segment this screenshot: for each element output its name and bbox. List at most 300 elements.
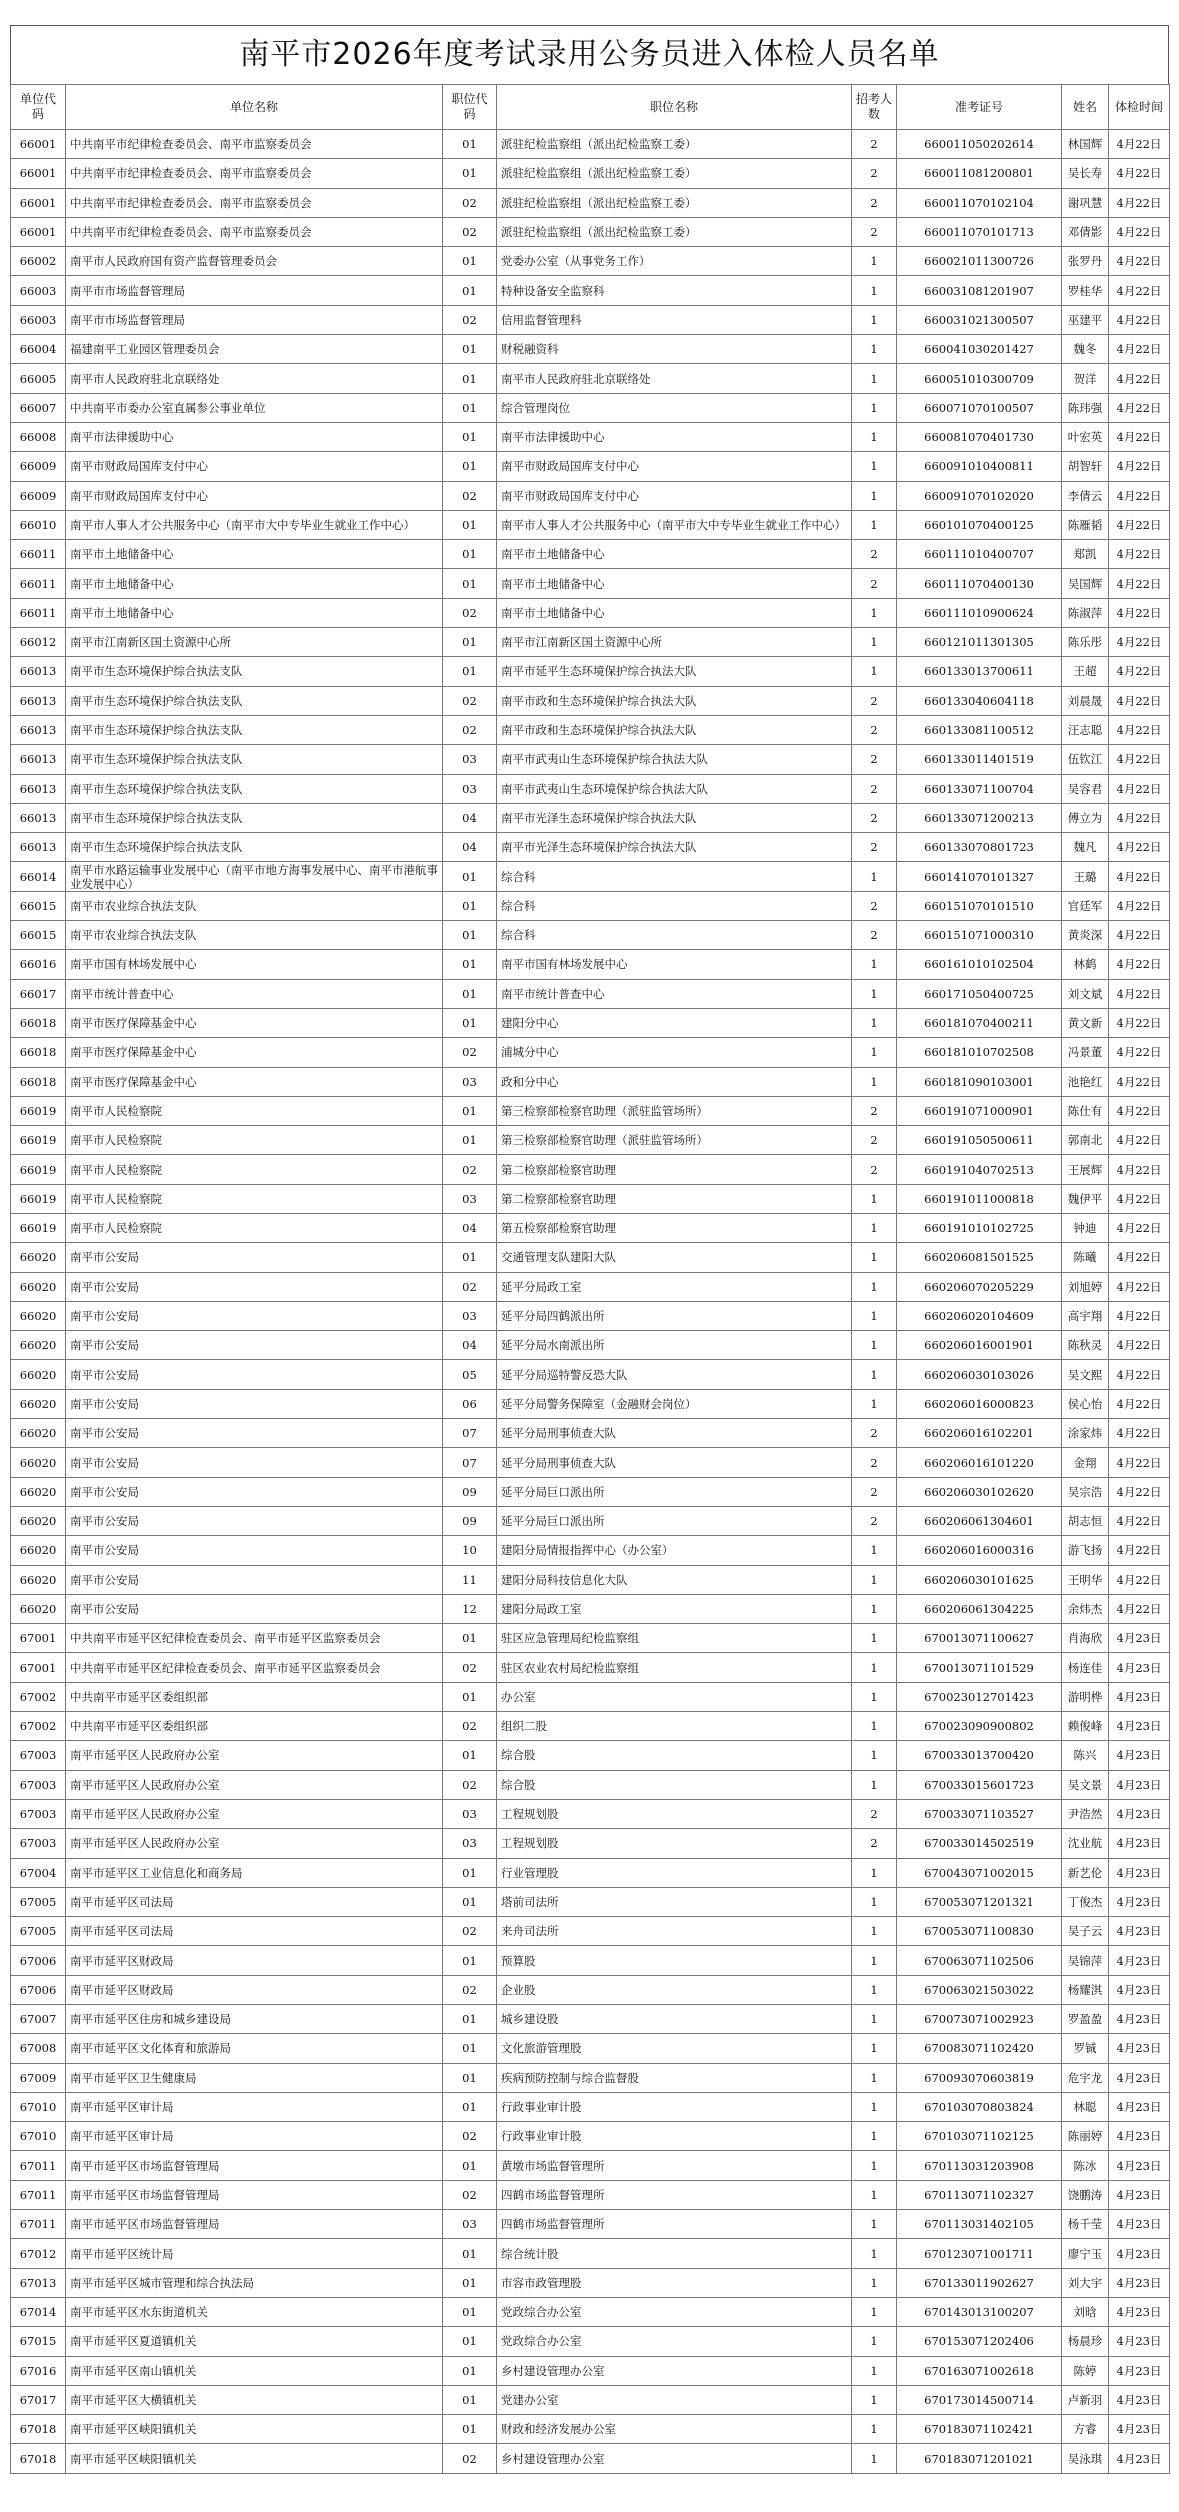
cell-unit-code: 66020 (11, 1477, 66, 1506)
cell-post-code: 03 (443, 1829, 497, 1858)
cell-ticket: 660206016001901 (897, 1331, 1062, 1360)
cell-unit-code: 67009 (11, 2063, 66, 2092)
cell-person-name: 郑凯 (1062, 540, 1109, 569)
cell-person-name: 赖俊峰 (1062, 1712, 1109, 1741)
cell-unit-code: 66001 (11, 217, 66, 246)
cell-ticket: 660011081200801 (897, 159, 1062, 188)
cell-ticket: 660021011300726 (897, 247, 1062, 276)
cell-ticket: 660133081100512 (897, 715, 1062, 744)
cell-exam-time: 4月23日 (1109, 2444, 1170, 2473)
table-row (11, 452, 1170, 481)
cell-quota: 1 (852, 2122, 897, 2151)
cell-person-name: 饶鹏涛 (1062, 2180, 1109, 2209)
cell-quota: 1 (852, 1243, 897, 1272)
table-row (11, 364, 1170, 393)
table-row (11, 188, 1170, 217)
cell-quota: 2 (852, 1126, 897, 1155)
table-row (11, 2210, 1170, 2239)
cell-post-name: 综合股 (497, 1770, 852, 1799)
cell-ticket: 660031081201907 (897, 276, 1062, 305)
cell-post-code: 01 (443, 979, 497, 1008)
cell-unit-name: 南平市人民政府国有资产监督管理委员会 (66, 247, 443, 276)
cell-ticket: 660091070102020 (897, 481, 1062, 510)
cell-person-name: 胡智轩 (1062, 452, 1109, 481)
cell-quota: 2 (852, 1477, 897, 1506)
cell-exam-time: 4月22日 (1109, 159, 1170, 188)
cell-person-name: 官廷军 (1062, 891, 1109, 920)
cell-unit-code: 66010 (11, 510, 66, 539)
cell-unit-name: 南平市医疗保障基金中心 (66, 1038, 443, 1067)
table-row (11, 2151, 1170, 2180)
cell-ticket: 670033014502519 (897, 1829, 1062, 1858)
cell-ticket: 660011070101713 (897, 217, 1062, 246)
cell-post-name: 信用监督管理科 (497, 305, 852, 334)
cell-quota: 2 (852, 1096, 897, 1125)
cell-post-code: 01 (443, 452, 497, 481)
cell-post-code: 02 (443, 1917, 497, 1946)
table-row (11, 628, 1170, 657)
cell-unit-name: 南平市延平区住房和城乡建设局 (66, 2005, 443, 2034)
cell-person-name: 邓倩影 (1062, 217, 1109, 246)
table-row (11, 1243, 1170, 1272)
cell-person-name: 陈丽婷 (1062, 2122, 1109, 2151)
cell-quota: 1 (852, 335, 897, 364)
cell-unit-name: 南平市农业综合执法支队 (66, 891, 443, 920)
table-row (11, 2385, 1170, 2414)
table-row (11, 540, 1170, 569)
cell-post-code: 01 (443, 2151, 497, 2180)
cell-ticket: 670073071002923 (897, 2005, 1062, 2034)
cell-unit-name: 南平市延平区大横镇机关 (66, 2385, 443, 2414)
cell-person-name: 魏凡 (1062, 833, 1109, 862)
cell-ticket: 670123071001711 (897, 2239, 1062, 2268)
cell-post-name: 综合统计股 (497, 2239, 852, 2268)
cell-unit-name: 南平市延平区峡阳镇机关 (66, 2415, 443, 2444)
cell-ticket: 670083071102420 (897, 2034, 1062, 2063)
cell-ticket: 660206081501525 (897, 1243, 1062, 1272)
cell-ticket: 670163071002618 (897, 2356, 1062, 2385)
table-row (11, 1565, 1170, 1594)
cell-post-code: 09 (443, 1506, 497, 1535)
table-row (11, 715, 1170, 744)
cell-person-name: 陈淑萍 (1062, 598, 1109, 627)
cell-exam-time: 4月22日 (1109, 305, 1170, 334)
cell-quota: 1 (852, 1008, 897, 1037)
cell-quota: 1 (852, 2356, 897, 2385)
cell-quota: 2 (852, 1419, 897, 1448)
cell-ticket: 670043071002015 (897, 1858, 1062, 1887)
cell-exam-time: 4月22日 (1109, 1419, 1170, 1448)
cell-post-name: 党政综合办公室 (497, 2327, 852, 2356)
cell-exam-time: 4月22日 (1109, 1155, 1170, 1184)
cell-exam-time: 4月22日 (1109, 510, 1170, 539)
table-row (11, 1799, 1170, 1828)
cell-person-name: 王超 (1062, 657, 1109, 686)
cell-unit-code: 67004 (11, 1858, 66, 1887)
cell-person-name: 吴宗浩 (1062, 1477, 1109, 1506)
cell-unit-code: 67006 (11, 1946, 66, 1975)
cell-quota: 1 (852, 1565, 897, 1594)
cell-post-name: 南平市江南新区国土资源中心所 (497, 628, 852, 657)
cell-ticket: 660181010702508 (897, 1038, 1062, 1067)
cell-person-name: 胡志恒 (1062, 1506, 1109, 1535)
cell-post-code: 03 (443, 745, 497, 774)
cell-quota: 1 (852, 2210, 897, 2239)
cell-unit-code: 66020 (11, 1506, 66, 1535)
cell-post-name: 政和分中心 (497, 1067, 852, 1096)
table-row (11, 1126, 1170, 1155)
cell-quota: 2 (852, 569, 897, 598)
table-row (11, 1594, 1170, 1623)
cell-post-name: 派驻纪检监察组（派出纪检监察工委） (497, 188, 852, 217)
cell-ticket: 660041030201427 (897, 335, 1062, 364)
cell-post-code: 03 (443, 1184, 497, 1213)
cell-post-code: 02 (443, 2444, 497, 2473)
cell-ticket: 670103071102125 (897, 2122, 1062, 2151)
table-row (11, 1975, 1170, 2004)
cell-quota: 1 (852, 2327, 897, 2356)
table-row (11, 803, 1170, 832)
cell-person-name: 陈秋灵 (1062, 1331, 1109, 1360)
cell-ticket: 670063071102506 (897, 1946, 1062, 1975)
cell-post-code: 03 (443, 1301, 497, 1330)
cell-unit-name: 南平市延平区人民政府办公室 (66, 1770, 443, 1799)
cell-post-code: 01 (443, 1126, 497, 1155)
cell-ticket: 660091010400811 (897, 452, 1062, 481)
cell-post-name: 南平市政和生态环境保护综合执法大队 (497, 715, 852, 744)
cell-person-name: 林聪 (1062, 2092, 1109, 2121)
cell-post-name: 南平市法律援助中心 (497, 422, 852, 451)
cell-exam-time: 4月23日 (1109, 2151, 1170, 2180)
cell-post-code: 01 (443, 2297, 497, 2326)
cell-post-code: 01 (443, 1887, 497, 1916)
table-row (11, 1741, 1170, 1770)
cell-quota: 1 (852, 1536, 897, 1565)
table-row (11, 305, 1170, 334)
table-row (11, 1448, 1170, 1477)
cell-ticket: 670033071103527 (897, 1799, 1062, 1828)
cell-post-code: 03 (443, 1799, 497, 1828)
cell-quota: 1 (852, 1184, 897, 1213)
cell-unit-code: 67003 (11, 1741, 66, 1770)
cell-ticket: 660206030103026 (897, 1360, 1062, 1389)
cell-unit-code: 66002 (11, 247, 66, 276)
cell-person-name: 余炜杰 (1062, 1594, 1109, 1623)
cell-exam-time: 4月22日 (1109, 921, 1170, 950)
cell-quota: 1 (852, 2034, 897, 2063)
header-ticket: 准考证号 (897, 85, 1062, 130)
cell-ticket: 670183071102421 (897, 2415, 1062, 2444)
cell-person-name: 吴容君 (1062, 774, 1109, 803)
cell-ticket: 670103070803824 (897, 2092, 1062, 2121)
cell-unit-code: 67003 (11, 1770, 66, 1799)
cell-exam-time: 4月22日 (1109, 1448, 1170, 1477)
cell-ticket: 660101070400125 (897, 510, 1062, 539)
cell-exam-time: 4月22日 (1109, 364, 1170, 393)
table-row (11, 1887, 1170, 1916)
cell-quota: 2 (852, 159, 897, 188)
cell-post-code: 01 (443, 2327, 497, 2356)
cell-post-name: 行政事业审计股 (497, 2122, 852, 2151)
cell-exam-time: 4月23日 (1109, 2005, 1170, 2034)
cell-unit-code: 66020 (11, 1243, 66, 1272)
cell-person-name: 吴国辉 (1062, 569, 1109, 598)
cell-exam-time: 4月22日 (1109, 686, 1170, 715)
cell-post-name: 第三检察部检察官助理（派驻监管场所） (497, 1096, 852, 1125)
cell-quota: 2 (852, 891, 897, 920)
cell-ticket: 660206020104609 (897, 1301, 1062, 1330)
cell-post-name: 第二检察部检察官助理 (497, 1155, 852, 1184)
cell-quota: 1 (852, 1712, 897, 1741)
header-post-name: 职位名称 (497, 85, 852, 130)
cell-post-name: 建阳分局情报指挥中心（办公室） (497, 1536, 852, 1565)
cell-unit-name: 南平市生态环境保护综合执法支队 (66, 715, 443, 744)
cell-post-code: 01 (443, 1858, 497, 1887)
cell-unit-code: 66013 (11, 657, 66, 686)
cell-unit-name: 南平市市场监督管理局 (66, 276, 443, 305)
cell-ticket: 660206016000823 (897, 1389, 1062, 1418)
cell-person-name: 王明华 (1062, 1565, 1109, 1594)
cell-post-code: 03 (443, 774, 497, 803)
cell-exam-time: 4月23日 (1109, 1858, 1170, 1887)
cell-unit-code: 66013 (11, 833, 66, 862)
cell-quota: 1 (852, 452, 897, 481)
cell-post-name: 派驻纪检监察组（派出纪检监察工委） (497, 159, 852, 188)
table-row (11, 247, 1170, 276)
cell-post-code: 04 (443, 803, 497, 832)
cell-quota: 1 (852, 305, 897, 334)
cell-exam-time: 4月22日 (1109, 1008, 1170, 1037)
cell-ticket: 670093070603819 (897, 2063, 1062, 2092)
cell-post-name: 党建办公室 (497, 2385, 852, 2414)
cell-exam-time: 4月22日 (1109, 1243, 1170, 1272)
cell-post-code: 01 (443, 1682, 497, 1711)
cell-unit-name: 南平市统计普查中心 (66, 979, 443, 1008)
table-row (11, 1301, 1170, 1330)
cell-post-name: 派驻纪检监察组（派出纪检监察工委） (497, 130, 852, 159)
cell-exam-time: 4月22日 (1109, 1067, 1170, 1096)
cell-unit-code: 67001 (11, 1624, 66, 1653)
cell-exam-time: 4月22日 (1109, 862, 1170, 891)
cell-unit-name: 南平市公安局 (66, 1272, 443, 1301)
cell-quota: 2 (852, 1155, 897, 1184)
cell-ticket: 660181070400211 (897, 1008, 1062, 1037)
cell-quota: 2 (852, 1506, 897, 1535)
cell-quota: 1 (852, 1360, 897, 1389)
cell-post-name: 南平市延平生态环境保护综合执法大队 (497, 657, 852, 686)
cell-post-code: 01 (443, 657, 497, 686)
cell-ticket: 670023090900802 (897, 1712, 1062, 1741)
table-row (11, 217, 1170, 246)
cell-post-name: 南平市人事人才公共服务中心（南平市大中专毕业生就业工作中心） (497, 510, 852, 539)
cell-unit-name: 中共南平市纪律检查委员会、南平市监察委员会 (66, 159, 443, 188)
cell-post-code: 12 (443, 1594, 497, 1623)
cell-quota: 1 (852, 1946, 897, 1975)
table-row (11, 1008, 1170, 1037)
cell-post-code: 01 (443, 950, 497, 979)
cell-quota: 1 (852, 2005, 897, 2034)
cell-ticket: 660206016000316 (897, 1536, 1062, 1565)
cell-unit-name: 南平市延平区水东街道机关 (66, 2297, 443, 2326)
cell-post-name: 综合科 (497, 921, 852, 950)
cell-ticket: 660133011401519 (897, 745, 1062, 774)
cell-quota: 2 (852, 833, 897, 862)
cell-unit-code: 66004 (11, 335, 66, 364)
cell-post-name: 文化旅游管理股 (497, 2034, 852, 2063)
cell-post-name: 南平市政和生态环境保护综合执法大队 (497, 686, 852, 715)
cell-post-code: 10 (443, 1536, 497, 1565)
table-row (11, 1536, 1170, 1565)
cell-unit-name: 南平市公安局 (66, 1301, 443, 1330)
cell-post-code: 06 (443, 1389, 497, 1418)
cell-person-name: 魏冬 (1062, 335, 1109, 364)
cell-unit-name: 南平市医疗保障基金中心 (66, 1008, 443, 1037)
cell-person-name: 危宇龙 (1062, 2063, 1109, 2092)
cell-unit-name: 南平市江南新区国土资源中心所 (66, 628, 443, 657)
cell-exam-time: 4月22日 (1109, 950, 1170, 979)
cell-post-code: 01 (443, 862, 497, 891)
cell-unit-code: 67003 (11, 1829, 66, 1858)
cell-unit-code: 67014 (11, 2297, 66, 2326)
cell-ticket: 670143013100207 (897, 2297, 1062, 2326)
cell-person-name: 陈冰 (1062, 2151, 1109, 2180)
cell-person-name: 王璐 (1062, 862, 1109, 891)
cell-exam-time: 4月23日 (1109, 1829, 1170, 1858)
cell-person-name: 池艳红 (1062, 1067, 1109, 1096)
cell-unit-name: 中共南平市纪律检查委员会、南平市监察委员会 (66, 217, 443, 246)
cell-quota: 1 (852, 1741, 897, 1770)
cell-quota: 2 (852, 188, 897, 217)
cell-quota: 1 (852, 1917, 897, 1946)
cell-ticket: 660133071100704 (897, 774, 1062, 803)
table-row (11, 569, 1170, 598)
cell-unit-code: 66020 (11, 1389, 66, 1418)
cell-quota: 1 (852, 481, 897, 510)
cell-person-name: 傅立为 (1062, 803, 1109, 832)
cell-post-name: 驻区应急管理局纪检监察组 (497, 1624, 852, 1653)
table-row (11, 862, 1170, 891)
cell-exam-time: 4月22日 (1109, 540, 1170, 569)
cell-unit-code: 66011 (11, 598, 66, 627)
cell-post-code: 02 (443, 2122, 497, 2151)
cell-exam-time: 4月23日 (1109, 1653, 1170, 1682)
cell-person-name: 吴锦萍 (1062, 1946, 1109, 1975)
cell-quota: 1 (852, 628, 897, 657)
cell-quota: 1 (852, 1067, 897, 1096)
cell-quota: 1 (852, 862, 897, 891)
cell-unit-name: 南平市法律援助中心 (66, 422, 443, 451)
cell-quota: 1 (852, 2180, 897, 2209)
cell-person-name: 丁俊杰 (1062, 1887, 1109, 1916)
table-row (11, 1038, 1170, 1067)
cell-post-name: 塔前司法所 (497, 1887, 852, 1916)
cell-unit-name: 南平市延平区市场监督管理局 (66, 2151, 443, 2180)
table-row (11, 745, 1170, 774)
cell-unit-code: 67018 (11, 2444, 66, 2473)
cell-ticket: 660133013700611 (897, 657, 1062, 686)
cell-quota: 1 (852, 2297, 897, 2326)
cell-ticket: 660081070401730 (897, 422, 1062, 451)
cell-post-name: 建阳分中心 (497, 1008, 852, 1037)
cell-unit-name: 南平市公安局 (66, 1331, 443, 1360)
cell-exam-time: 4月23日 (1109, 2385, 1170, 2414)
cell-unit-name: 南平市延平区司法局 (66, 1917, 443, 1946)
cell-unit-name: 南平市土地储备中心 (66, 540, 443, 569)
header-name: 姓名 (1062, 85, 1109, 130)
cell-unit-name: 南平市医疗保障基金中心 (66, 1067, 443, 1096)
table-row (11, 1829, 1170, 1858)
cell-person-name: 魏伊平 (1062, 1184, 1109, 1213)
cell-exam-time: 4月23日 (1109, 2092, 1170, 2121)
cell-unit-code: 67010 (11, 2122, 66, 2151)
cell-person-name: 冯景董 (1062, 1038, 1109, 1067)
cell-ticket: 660011050202614 (897, 130, 1062, 159)
table-row (11, 2268, 1170, 2297)
cell-exam-time: 4月22日 (1109, 276, 1170, 305)
cell-quota: 2 (852, 130, 897, 159)
cell-unit-code: 66009 (11, 481, 66, 510)
cell-post-code: 03 (443, 2210, 497, 2239)
cell-post-name: 财税融资科 (497, 335, 852, 364)
cell-person-name: 刘大宇 (1062, 2268, 1109, 2297)
cell-quota: 1 (852, 2151, 897, 2180)
cell-exam-time: 4月23日 (1109, 1975, 1170, 2004)
cell-ticket: 660161010102504 (897, 950, 1062, 979)
cell-post-name: 企业股 (497, 1975, 852, 2004)
cell-person-name: 叶宏英 (1062, 422, 1109, 451)
cell-post-name: 综合股 (497, 1741, 852, 1770)
cell-quota: 1 (852, 2385, 897, 2414)
cell-unit-name: 南平市人事人才公共服务中心（南平市大中专毕业生就业工作中心） (66, 510, 443, 539)
cell-ticket: 660206061304601 (897, 1506, 1062, 1535)
cell-person-name: 陈兴 (1062, 1741, 1109, 1770)
cell-post-name: 南平市财政局国库支付中心 (497, 481, 852, 510)
cell-quota: 2 (852, 774, 897, 803)
cell-unit-code: 67002 (11, 1712, 66, 1741)
cell-exam-time: 4月23日 (1109, 1770, 1170, 1799)
cell-exam-time: 4月22日 (1109, 1506, 1170, 1535)
cell-ticket: 660171050400725 (897, 979, 1062, 1008)
cell-exam-time: 4月22日 (1109, 1126, 1170, 1155)
cell-unit-name: 南平市延平区司法局 (66, 1887, 443, 1916)
cell-person-name: 李倩云 (1062, 481, 1109, 510)
table-row (11, 1682, 1170, 1711)
cell-quota: 1 (852, 657, 897, 686)
cell-person-name: 汪志聪 (1062, 715, 1109, 744)
cell-unit-code: 67007 (11, 2005, 66, 2034)
table-row (11, 2239, 1170, 2268)
cell-person-name: 钟迪 (1062, 1213, 1109, 1242)
cell-person-name: 伍钦江 (1062, 745, 1109, 774)
cell-post-name: 延平分局四鹤派出所 (497, 1301, 852, 1330)
table-row (11, 1506, 1170, 1535)
header-unit-name: 单位名称 (66, 85, 443, 130)
cell-unit-name: 中共南平市委办公室直属参公事业单位 (66, 393, 443, 422)
cell-person-name: 黄炎深 (1062, 921, 1109, 950)
cell-exam-time: 4月22日 (1109, 979, 1170, 1008)
cell-unit-name: 南平市延平区文化体育和旅游局 (66, 2034, 443, 2063)
cell-ticket: 670023012701423 (897, 1682, 1062, 1711)
cell-post-code: 01 (443, 2005, 497, 2034)
cell-person-name: 杨千莹 (1062, 2210, 1109, 2239)
cell-quota: 1 (852, 1975, 897, 2004)
cell-person-name: 吴泳琪 (1062, 2444, 1109, 2473)
cell-post-name: 财政和经济发展办公室 (497, 2415, 852, 2444)
cell-unit-name: 南平市水路运输事业发展中心（南平市地方海事发展中心、南平市港航事业发展中心） (66, 862, 443, 891)
cell-unit-code: 66019 (11, 1126, 66, 1155)
cell-unit-code: 66013 (11, 745, 66, 774)
cell-post-code: 02 (443, 481, 497, 510)
